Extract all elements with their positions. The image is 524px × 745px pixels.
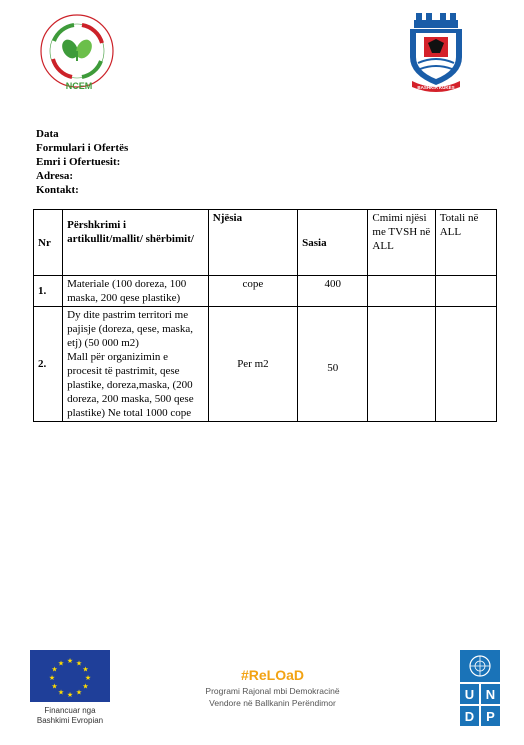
svg-text:★: ★ [75, 688, 83, 697]
row-2-description-goods: Mall për organizimin e procesit të pastrimit, qese plastike, doreza,maska, (200 doreza, 200 maska, 500 qese plastike) Ne total 1000 cope [67, 351, 194, 419]
row-2-total [435, 307, 496, 422]
row-2-description [63, 307, 209, 422]
svg-text:★: ★ [48, 674, 56, 682]
reload-program-block [180, 667, 365, 709]
header-unit: Njësia [208, 210, 297, 276]
eu-caption-line-1: Financuar nga [44, 706, 96, 715]
table-row [34, 307, 497, 422]
row-2-description-service: Dy dite pastrim territori me pajisje (doreza, qese, maska, etj) (50 000 m2) [67, 309, 193, 349]
row-2-unit-price [368, 307, 435, 422]
row-1-unit-price [368, 276, 435, 307]
field-bidder-name: Emri i Ofertuesit: [36, 156, 121, 168]
undp-letter-d: D [464, 709, 475, 724]
svg-text:★: ★ [75, 659, 83, 668]
svg-text:★: ★ [57, 688, 65, 697]
reload-subtitle-line-2: Vendore në Ballkanin Perëndimor [209, 698, 336, 708]
field-date: Data [36, 128, 59, 140]
bid-form-fields [36, 127, 128, 197]
header-unit-price: Cmimi njësi me TVSH në ALL [368, 210, 435, 276]
svg-text:★: ★ [66, 691, 74, 699]
field-address: Adresa: [36, 170, 74, 182]
row-2-quantity: 50 [298, 307, 368, 422]
svg-text:★: ★ [51, 682, 58, 691]
eu-flag-icon [30, 650, 110, 702]
reload-title: #ReLOaD [240, 667, 305, 683]
bashkia-kukes-logo [404, 9, 468, 93]
undp-letter-u: U [464, 687, 475, 702]
row-1-unit: cope [208, 276, 297, 307]
row-2-nr: 2. [34, 307, 63, 422]
field-form-title: Formulari i Ofertës [36, 142, 129, 154]
svg-text:★: ★ [51, 665, 58, 674]
ncem-logo [34, 11, 124, 95]
svg-text:★: ★ [82, 665, 89, 674]
field-contact: Kontakt: [36, 184, 79, 196]
undp-logo [460, 650, 500, 728]
header-total: Totali në ALL [435, 210, 496, 276]
reload-subtitle [180, 685, 365, 709]
eu-stars-icon [30, 650, 110, 702]
table-header-row [34, 210, 497, 276]
table-row [34, 276, 497, 307]
svg-text:★: ★ [82, 682, 89, 691]
svg-text:★: ★ [66, 657, 74, 665]
row-1-description: Materiale (100 doreza, 100 maska, 200 qese plastike) [63, 276, 209, 307]
eu-caption-line-2: Bashkimi Evropian [36, 716, 104, 725]
svg-text:★: ★ [84, 674, 92, 682]
header-nr: Nr [34, 210, 63, 276]
row-2-unit: Per m2 [208, 307, 297, 422]
row-1-total [435, 276, 496, 307]
eu-caption [30, 706, 110, 726]
offer-table [33, 209, 497, 422]
row-1-quantity: 400 [298, 276, 368, 307]
header-description: Përshkrimi i artikullit/mallit/ shërbimit/ [63, 210, 209, 276]
undp-letter-n: N [485, 687, 496, 702]
row-1-nr: 1. [34, 276, 63, 307]
header-quantity: Sasia [298, 210, 368, 276]
reload-subtitle-line-1: Programi Rajonal mbi Demokracinë [205, 686, 340, 696]
undp-letter-p: P [486, 709, 495, 724]
svg-text:BASHKIA KUKËS: BASHKIA KUKËS [417, 85, 455, 90]
eu-funding-block [30, 650, 110, 726]
svg-text:NCEM: NCEM [65, 81, 93, 91]
svg-text:★: ★ [57, 659, 65, 668]
